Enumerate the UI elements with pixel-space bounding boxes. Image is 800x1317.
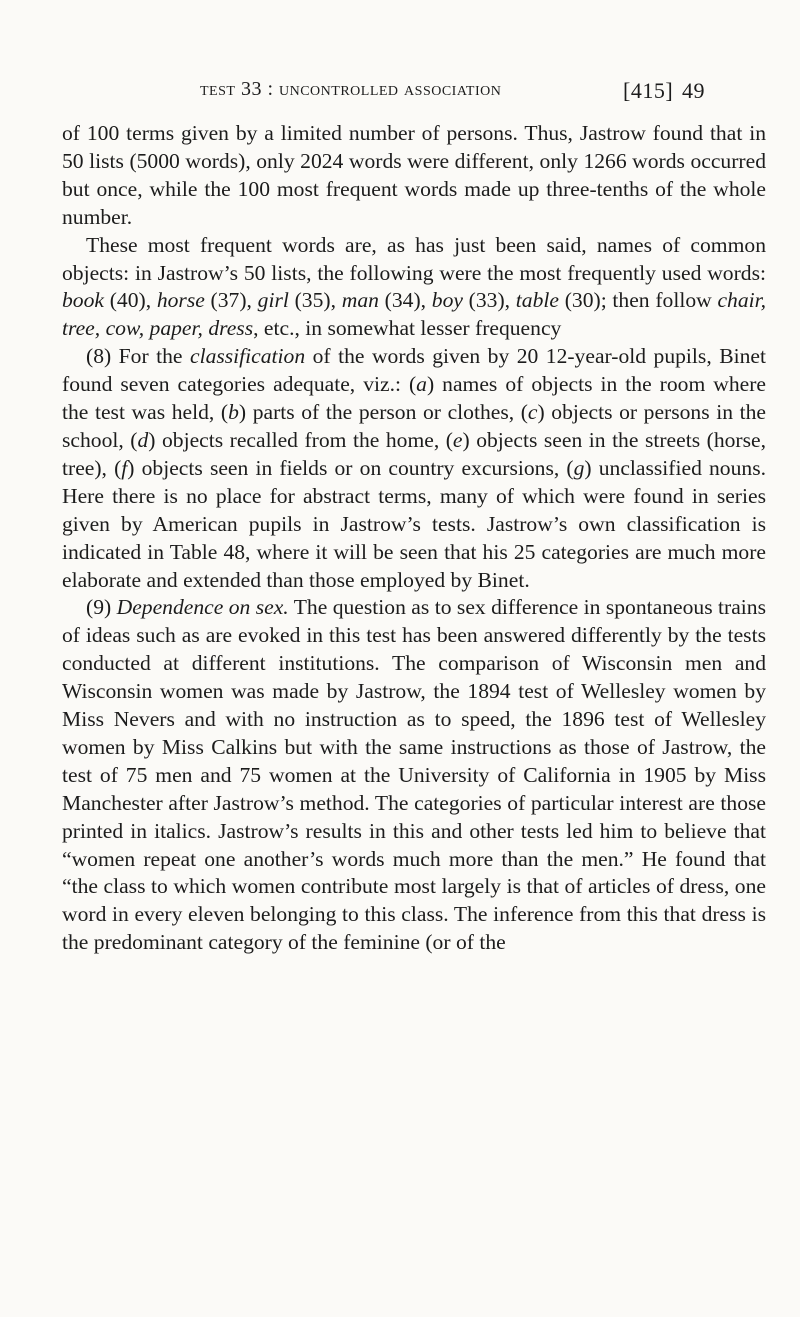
italic-text: book bbox=[62, 288, 104, 313]
italic-text: chair, tree, cow, paper, dress bbox=[62, 288, 767, 341]
italic-text: horse bbox=[156, 288, 205, 313]
italic-text: b bbox=[228, 400, 239, 425]
text-run: ) objects recalled from the home, ( bbox=[148, 427, 453, 452]
text-run: (34), bbox=[378, 288, 432, 313]
text-run: ) unclassified nouns. Here there is no place for abstract terms, many of which were found in series given by American pupils in Jastrow’s tests. Jastrow’s own classification is indicated in Table 48, where it will be seen that his 25 categories are much more elaborate and extended than those employed by Binet. bbox=[62, 455, 766, 592]
text-run: The question as to sex difference in spontaneous trains of ideas such as are evoked in this test has been answered differently by the tests conducted at different institutions. The comparison of Wisconsin men and Wisconsin women was made by Jastrow, the 1894 test of Wellesley women by Miss Nevers and with no instruction as to speed, the 1896 test of Wellesley women by Miss Calkins but with the same instructions as those of Jastrow, the test of 75 men and 75 women at the University of California in 1905 by Miss Manchester after Jastrow’s method. The categories of particular interest are those printed in italics. Jastrow’s results in this and other tests led him to believe that “women repeat one another’s words much more than the men.” He found that “the class to which women contribute most largely is that of articles of dress, one word in every eleven belonging to this class. The inference from this that dress is the predominant category of the feminine (or of the bbox=[62, 595, 766, 955]
text-run: (30); then follow bbox=[558, 288, 718, 313]
text-run: (40), bbox=[103, 288, 157, 313]
italic-text: man bbox=[341, 288, 379, 313]
paragraph bbox=[62, 594, 766, 957]
text-run: These most frequent words are, as has just been said, names of common objects: in Jastrow’s 50 lists, the following were the most frequently used words: bbox=[62, 232, 766, 285]
italic-text: f bbox=[121, 455, 128, 480]
body-text bbox=[62, 120, 766, 957]
italic-text: boy bbox=[431, 288, 463, 313]
italic-text: girl bbox=[257, 288, 289, 313]
italic-text: g bbox=[573, 455, 585, 480]
text-run: of 100 terms given by a limited number of persons. Thus, Jastrow found that in 50 lists (5000 words), only 2024 words were different, only 1266 words occurred but once, while the 100 most frequent words made up three-tenths of the whole number. bbox=[62, 121, 766, 229]
italic-text: a bbox=[416, 372, 427, 397]
italic-text: classification bbox=[189, 344, 306, 369]
text-run: of the words given by 20 12-year-old pupils, Binet found seven categories adequate, viz.: ( bbox=[62, 344, 766, 397]
text-run: (33), bbox=[462, 288, 516, 313]
italic-text: c bbox=[527, 400, 538, 425]
paragraph bbox=[62, 343, 766, 594]
italic-text: table bbox=[515, 288, 559, 313]
text-run: (37), bbox=[204, 288, 258, 313]
text-run: ) objects seen in fields or on country excursions, ( bbox=[127, 455, 574, 480]
text-run: ) objects or persons in the school, ( bbox=[62, 400, 766, 452]
running-head bbox=[200, 78, 765, 108]
section-number: [415] bbox=[623, 78, 674, 103]
italic-text: e bbox=[452, 427, 463, 452]
text-run: (9) bbox=[86, 595, 117, 620]
text-run: (8) For the bbox=[86, 344, 190, 369]
italic-text: d bbox=[137, 427, 149, 452]
text-run: , etc., in somewhat lesser frequency bbox=[253, 316, 562, 341]
page-number: 49 bbox=[682, 78, 705, 103]
text-run: ) parts of the person or clothes, ( bbox=[238, 400, 528, 425]
text-run: ) objects seen in the streets (horse, tree), ( bbox=[62, 427, 766, 480]
italic-text: Dependence on sex. bbox=[116, 595, 289, 620]
paragraph bbox=[62, 232, 766, 344]
running-head-title: test 33 : uncontrolled association bbox=[200, 78, 502, 100]
text-run: ) names of objects in the room where the test was held, ( bbox=[62, 372, 766, 425]
text-run: (35), bbox=[288, 288, 342, 313]
paragraph bbox=[62, 120, 766, 232]
